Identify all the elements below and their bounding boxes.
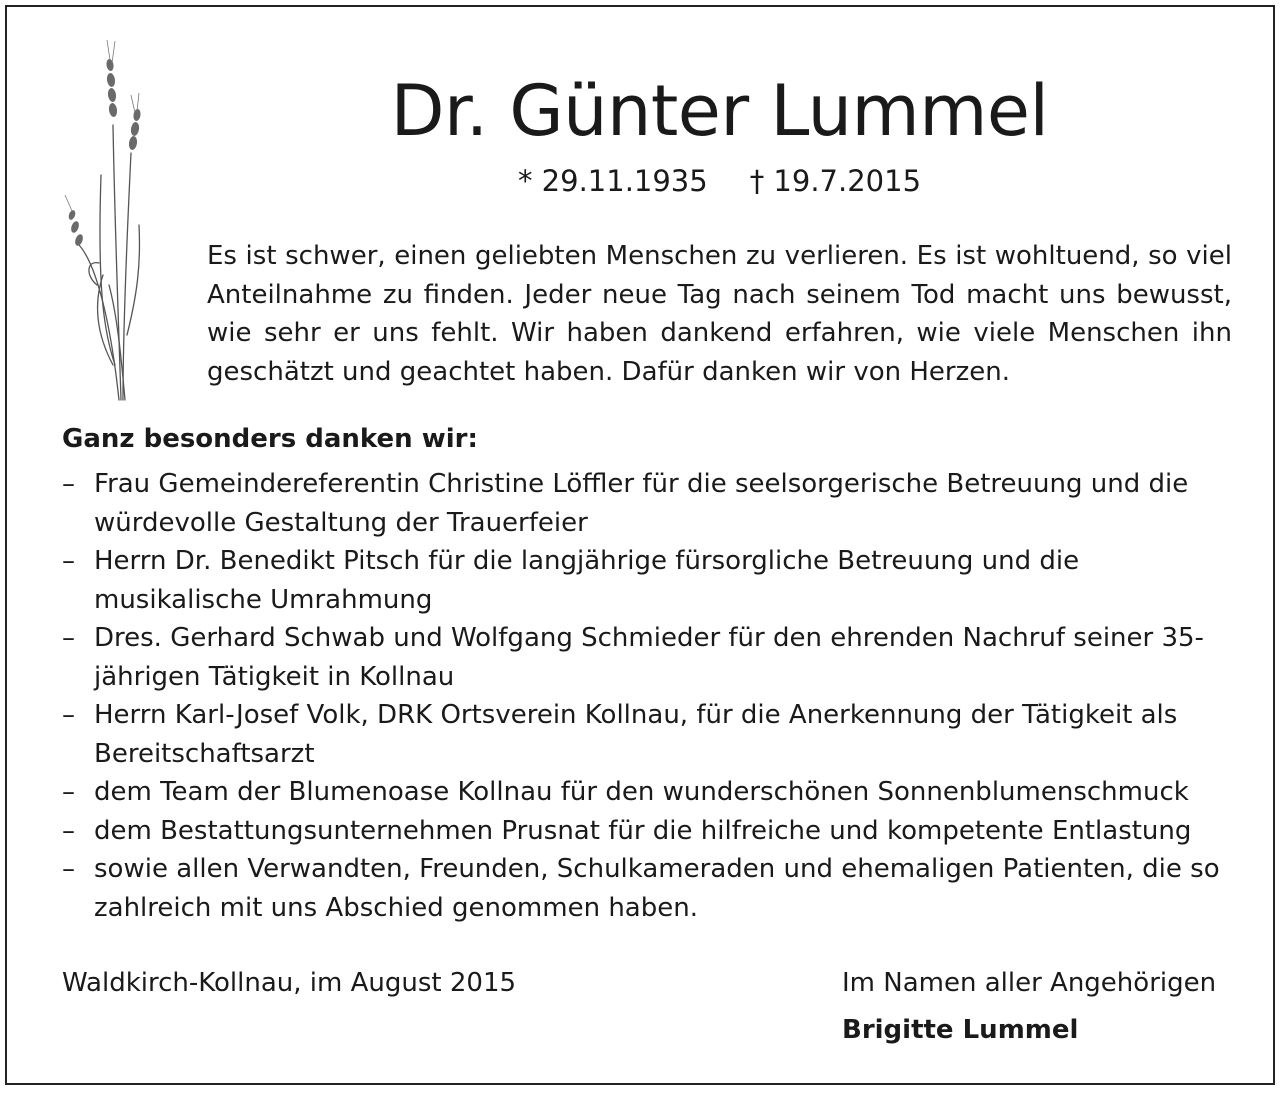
on-behalf-text: Im Namen aller Angehörigen — [842, 968, 1217, 998]
bullet-dash: – — [62, 546, 75, 576]
obituary-notice — [5, 5, 1275, 1085]
intro-text: Es ist schwer, einen geliebten Menschen zu verlieren. Es ist wohltuend, so viel Anteilnahme zu finden. Jeder neue Tag nach seinem Tod macht uns bewusst, wie sehr er uns fehlt. Wir haben dankend erfahren, wie viele Menschen ihn geschätzt und geachtet haben. Dafür danken wir von Herzen. — [207, 241, 1232, 387]
list-item — [62, 619, 1242, 696]
signature-block — [842, 964, 1216, 1049]
signer-name: Brigitte Lummel — [842, 1015, 1079, 1045]
birth-date: * 29.11.1935 — [517, 164, 708, 198]
list-item-text: dem Team der Blumenoase Kollnau für den wunderschönen Sonnenblumenschmuck — [94, 777, 1189, 807]
list-item — [62, 773, 1242, 812]
bullet-dash: – — [62, 777, 75, 807]
place-date: Waldkirch-Kollnau, im August 2015 — [62, 968, 517, 998]
bullet-dash: – — [62, 469, 75, 499]
list-item-text: Frau Gemeindereferentin Christine Löffler für die seelsorgerische Betreuung und die würdevolle Gestaltung der Trauerfeier — [94, 469, 1189, 538]
list-item — [62, 696, 1242, 773]
list-item — [62, 812, 1242, 851]
list-item — [62, 542, 1242, 619]
list-item-text: dem Bestattungsunternehmen Prusnat für die hilfreiche und kompetente Entlastung — [94, 815, 1192, 846]
list-item-text: Dres. Gerhard Schwab und Wolfgang Schmieder für den ehrenden Nachruf seiner 35-jährigen Tätigkeit in Kollnau — [94, 623, 1204, 692]
list-item — [62, 465, 1242, 542]
list-item-text: Herrn Karl-Josef Volk, DRK Ortsverein Kollnau, für die Anerkennung der Tätigkeit als Bereitschaftsarzt — [94, 700, 1178, 769]
deceased-name: Dr. Günter Lummel — [390, 70, 1049, 152]
bullet-dash: – — [62, 623, 75, 653]
thanks-list — [62, 465, 1242, 927]
thanks-heading: Ganz besonders danken wir: — [62, 424, 478, 454]
list-item — [62, 850, 1242, 927]
wheat-icon — [57, 35, 167, 405]
life-dates — [207, 163, 1232, 199]
bullet-dash: – — [62, 854, 75, 884]
list-item-text: sowie allen Verwandten, Freunden, Schulkameraden und ehemaligen Patienten, die so zahlreich mit uns Abschied genommen haben. — [94, 854, 1220, 923]
bullet-dash: – — [62, 700, 75, 730]
bullet-dash: – — [62, 815, 75, 846]
list-item-text: Herrn Dr. Benedikt Pitsch für die langjährige fürsorgliche Betreuung und die musikalische Umrahmung — [94, 546, 1080, 615]
death-date: † 19.7.2015 — [749, 164, 922, 198]
